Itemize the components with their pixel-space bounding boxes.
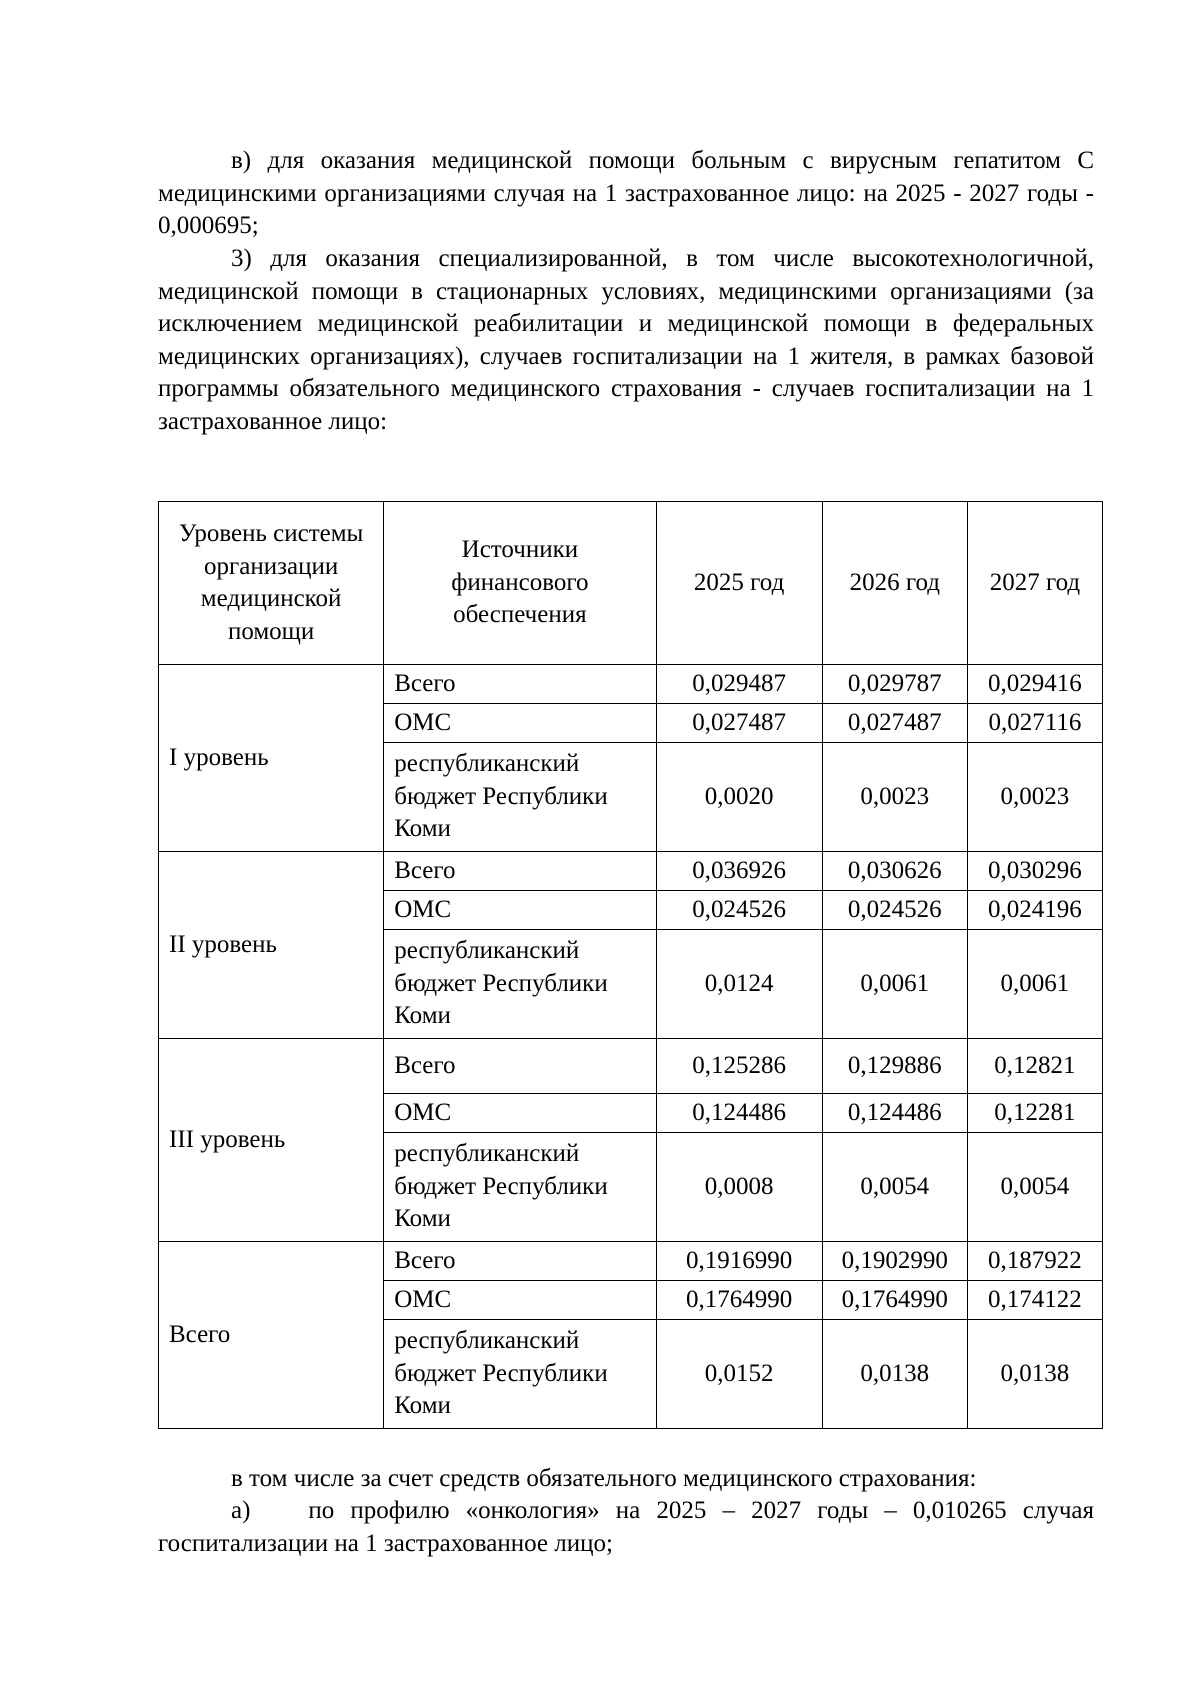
value-2027: 0,12821 xyxy=(967,1039,1102,1094)
paragraph-oms-funding: в том числе за счет средств обязательного медицинского страхования: xyxy=(231,1465,977,1492)
value-2027: 0,0023 xyxy=(967,743,1102,852)
paragraph-hepatitis-c: в) для оказания медицинской помощи больным с вирусным гепатитом С медицинскими организациями случая на 1 застрахованное лицо: на 2025 - 2027 годы - 0,000695; xyxy=(158,147,1094,239)
value-2027: 0,174122 xyxy=(967,1281,1102,1320)
value-2026: 0,124486 xyxy=(822,1094,967,1133)
hospitalization-rates-table xyxy=(158,501,1103,1429)
source-cell: Всего xyxy=(384,1242,656,1281)
table-header-row xyxy=(159,502,1103,665)
table-row xyxy=(159,1039,1103,1094)
value-2027: 0,0061 xyxy=(967,930,1102,1039)
level-cell: II уровень xyxy=(159,852,384,1039)
value-2025: 0,0020 xyxy=(656,743,822,852)
source-cell: ОМС xyxy=(384,1094,656,1133)
table-row xyxy=(159,665,1103,704)
value-2026: 0,1902990 xyxy=(822,1242,967,1281)
source-cell: Всего xyxy=(384,665,656,704)
value-2025: 0,0008 xyxy=(656,1133,822,1242)
value-2025: 0,0152 xyxy=(656,1320,822,1429)
value-2026: 0,029787 xyxy=(822,665,967,704)
value-2026: 0,0061 xyxy=(822,930,967,1039)
value-2026: 0,030626 xyxy=(822,852,967,891)
value-2027: 0,187922 xyxy=(967,1242,1102,1281)
value-2026: 0,024526 xyxy=(822,891,967,930)
value-2027: 0,024196 xyxy=(967,891,1102,930)
header-2026: 2026 год xyxy=(822,502,967,665)
level-cell: III уровень xyxy=(159,1039,384,1242)
value-2025: 0,1764990 xyxy=(656,1281,822,1320)
value-2027: 0,0054 xyxy=(967,1133,1102,1242)
source-cell: республиканский бюджет Республики Коми xyxy=(384,743,656,852)
paragraph-specialized-care: 3) для оказания специализированной, в том числе высокотехнологичной, медицинской помощи в стационарных условиях, медицинскими организациями (за исключением медицинской реабилитации и медицинской помощи в федеральных медицинских организациях), случаев госпитализации на 1 жителя, в рамках базовой программы обязательного медицинского страхования - случаев госпитализации на 1 застрахованное лицо: xyxy=(158,245,1094,435)
source-cell: ОМС xyxy=(384,891,656,930)
value-2025: 0,0124 xyxy=(656,930,822,1039)
value-2025: 0,029487 xyxy=(656,665,822,704)
level-cell: Всего xyxy=(159,1242,384,1429)
header-source: Источники финансового обеспечения xyxy=(384,502,656,665)
value-2025: 0,1916990 xyxy=(656,1242,822,1281)
value-2027: 0,0138 xyxy=(967,1320,1102,1429)
value-2026: 0,0138 xyxy=(822,1320,967,1429)
oncology-text: по профилю «онкология» на 2025 – 2027 годы – 0,010265 случая госпитализации на 1 застрахованное лицо; xyxy=(158,1497,1094,1557)
value-2025: 0,027487 xyxy=(656,704,822,743)
value-2026: 0,0023 xyxy=(822,743,967,852)
paragraph-oncology xyxy=(158,1495,1094,1560)
level-cell: I уровень xyxy=(159,665,384,852)
source-cell: ОМС xyxy=(384,1281,656,1320)
source-cell: республиканский бюджет Республики Коми xyxy=(384,930,656,1039)
header-2027: 2027 год xyxy=(967,502,1102,665)
value-2025: 0,124486 xyxy=(656,1094,822,1133)
value-2027: 0,12281 xyxy=(967,1094,1102,1133)
value-2026: 0,129886 xyxy=(822,1039,967,1094)
value-2027: 0,030296 xyxy=(967,852,1102,891)
source-cell: республиканский бюджет Республики Коми xyxy=(384,1320,656,1429)
value-2027: 0,029416 xyxy=(967,665,1102,704)
source-cell: Всего xyxy=(384,852,656,891)
source-cell: республиканский бюджет Республики Коми xyxy=(384,1133,656,1242)
source-cell: ОМС xyxy=(384,704,656,743)
source-cell: Всего xyxy=(384,1039,656,1094)
list-marker: а) xyxy=(231,1497,251,1524)
value-2025: 0,036926 xyxy=(656,852,822,891)
header-level: Уровень системы организации медицинской помощи xyxy=(159,502,384,665)
value-2025: 0,125286 xyxy=(656,1039,822,1094)
value-2026: 0,0054 xyxy=(822,1133,967,1242)
value-2025: 0,024526 xyxy=(656,891,822,930)
table-row xyxy=(159,1242,1103,1281)
header-2025: 2025 год xyxy=(656,502,822,665)
table-row xyxy=(159,852,1103,891)
value-2027: 0,027116 xyxy=(967,704,1102,743)
value-2026: 0,1764990 xyxy=(822,1281,967,1320)
value-2026: 0,027487 xyxy=(822,704,967,743)
